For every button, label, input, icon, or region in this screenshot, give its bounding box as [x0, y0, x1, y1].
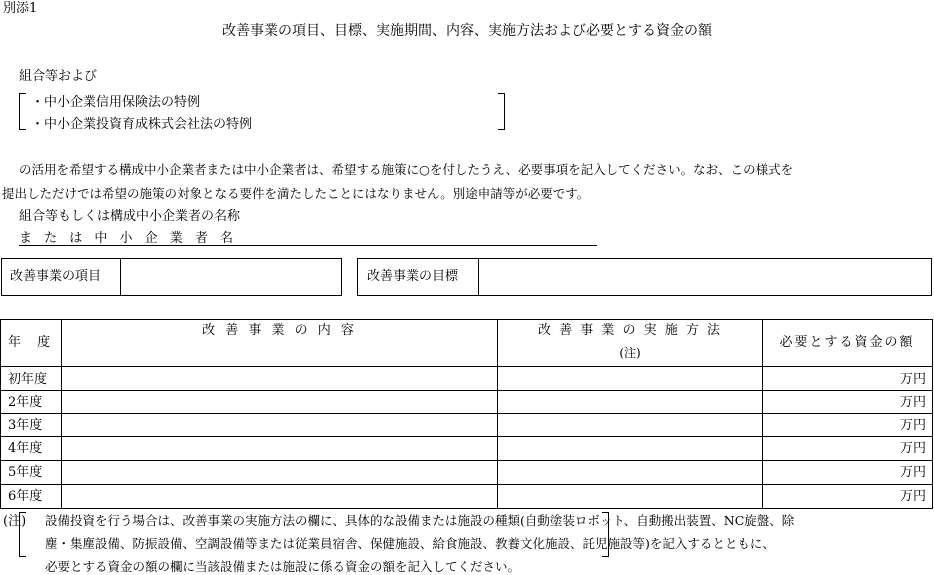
improvement-goal-divider [478, 258, 479, 296]
row-funds-unit[interactable]: 万円 [899, 395, 926, 410]
intro-paragraph-line2: 提出しただけでは希望の施策の対象となる要件を満たしたことにはなりません。別途申請等が必要です。 [2, 186, 590, 201]
header-method-note: (注) [619, 346, 641, 360]
row-funds-unit[interactable]: 万円 [899, 441, 926, 456]
bracket-right [498, 93, 505, 130]
table-col-divider-1 [61, 319, 62, 509]
row-year: 初年度 [8, 372, 48, 387]
improvement-item-divider [120, 258, 121, 296]
note-line3: 必要とする資金の額の欄に当該設備または施設に係る資金の額を記入してください。 [45, 559, 521, 574]
header-year: 年 度 [8, 335, 57, 350]
table-row-divider-1 [0, 390, 933, 391]
table-row-divider-5 [0, 484, 933, 485]
attachment-label: 別添1 [3, 1, 38, 16]
applicant-label-line2: ま た は 中 小 企 業 者 名 [19, 231, 238, 246]
row-year: 6年度 [8, 489, 43, 504]
intro-prefix: 組合等および [19, 69, 98, 84]
note-bracket-left [19, 512, 26, 557]
table-row-divider-4 [0, 460, 933, 461]
row-funds-unit[interactable]: 万円 [899, 489, 926, 504]
row-year: 3年度 [8, 418, 43, 433]
improvement-item-label: 改善事業の項目 [10, 269, 102, 284]
row-year: 2年度 [8, 395, 43, 410]
applicant-label-line1: 組合等もしくは構成中小企業者の名称 [19, 209, 241, 224]
row-year: 5年度 [8, 465, 43, 480]
note-line2: 塵・集塵設備、防振設備、空調設備等または従業員宿舎、保健施設、給食施設、教養文化施設、託児施設等)を記入するとともに、 [45, 536, 775, 551]
option-investment-law[interactable]: ・中小企業投資育成株式会社法の特例 [31, 117, 253, 132]
table-row-divider-2 [0, 413, 933, 414]
header-method: 改 善 事 業 の 実 施 方 法 [537, 323, 723, 338]
note-label: (注) [3, 514, 27, 529]
row-funds-unit[interactable]: 万円 [899, 372, 926, 387]
note-line1: 設備投資を行う場合は、改善事業の実施方法の欄に、具体的な設備または施設の種類(自動塗装ロボット、自動搬出装置、NC旋盤、除 [45, 513, 795, 528]
header-funds: 必要とする資金の額 [779, 335, 915, 350]
improvement-goal-label: 改善事業の目標 [367, 269, 459, 284]
intro-paragraph-line1: の活用を希望する構成中小企業者または中小企業者は、希望する施策に○を付したうえ、必要事項を記入してください。なお、この様式を [19, 162, 794, 177]
bracket-left [19, 93, 26, 130]
row-funds-unit[interactable]: 万円 [899, 465, 926, 480]
option-insurance-law[interactable]: ・中小企業信用保険法の特例 [31, 95, 201, 110]
row-funds-unit[interactable]: 万円 [899, 418, 926, 433]
row-year: 4年度 [8, 441, 43, 456]
table-header-divider [0, 366, 933, 367]
table-row-divider-3 [0, 436, 933, 437]
header-content: 改 善 事 業 の 内 容 [202, 323, 357, 338]
page-title: 改善事業の項目、目標、実施期間、内容、実施方法および必要とする資金の額 [222, 23, 712, 39]
applicant-name-underline [19, 245, 597, 246]
